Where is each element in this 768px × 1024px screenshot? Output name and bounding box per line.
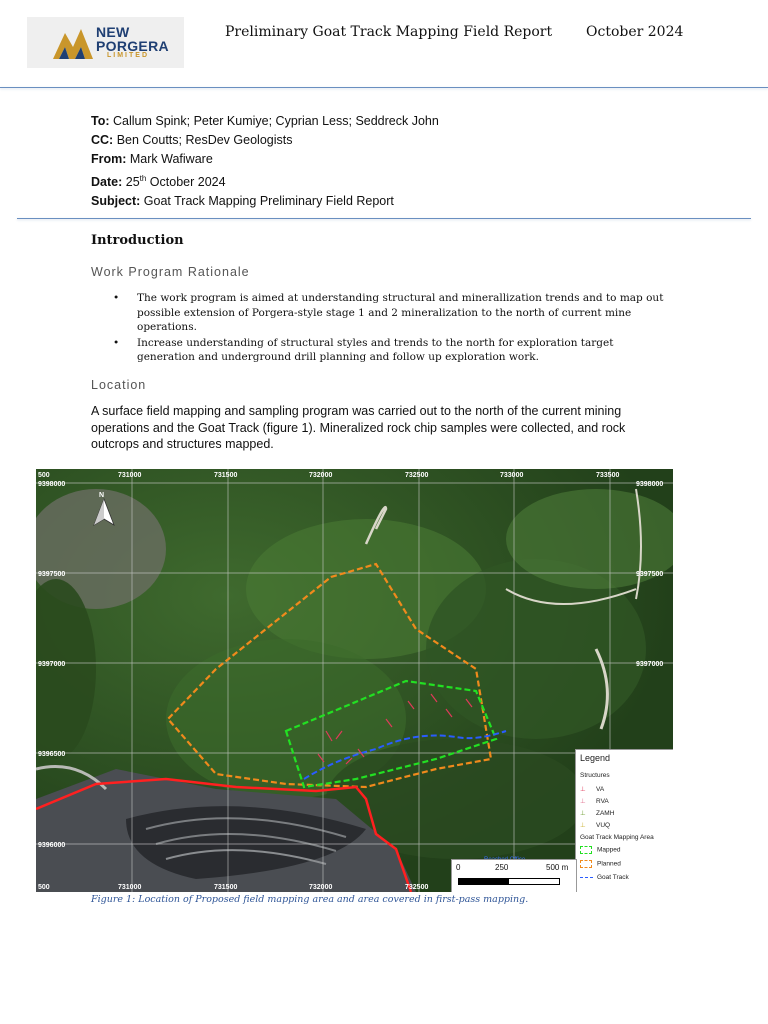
coord-label: 731000 <box>118 472 142 479</box>
header-divider <box>0 87 768 88</box>
logo-text-new: NEW <box>96 24 130 40</box>
memo-cc: CC: Ben Coutts; ResDev Geologists <box>91 133 293 147</box>
legend-item: ⊥ ZAMH <box>580 810 615 817</box>
coord-label: 9398000 <box>38 481 66 488</box>
coord-label: 732500 <box>405 884 429 891</box>
coord-label: 9397000 <box>38 661 66 668</box>
memo-to: To: Callum Spink; Peter Kumiye; Cyprian Less; Seddreck John <box>91 114 439 128</box>
legend-item: ⊥ RVA <box>580 798 609 805</box>
coord-label: 731500 <box>214 884 238 891</box>
legend-item: Mapped <box>580 846 621 854</box>
rationale-list <box>111 291 671 366</box>
legend-area-label: Goat Track Mapping Area <box>580 834 654 841</box>
memo-divider <box>17 218 751 219</box>
scale-mid: 250 <box>495 863 509 872</box>
list-item: • Increase understanding of structural styles and trends to the north for exploration target generation and underground drill planning and follow up exploration work. <box>113 336 614 363</box>
coord-label: 500 <box>38 884 50 891</box>
legend-item: ⊥ VUQ <box>580 822 611 829</box>
coord-label: 732000 <box>309 472 333 479</box>
location-paragraph: A surface field mapping and sampling program was carried out to the north of the current mining operations and the Goat Track (figure 1). Mineralized rock chip samples were collected, and rock outcrops and structures mapped. <box>91 404 626 451</box>
memo-date: Date: 25th October 2024 <box>91 174 226 190</box>
coord-label: 9396000 <box>38 842 66 849</box>
coord-label: 731000 <box>118 884 142 891</box>
legend-structures-label: Structures <box>580 772 610 779</box>
company-logo <box>27 17 184 68</box>
coord-label: 9397000 <box>636 661 664 668</box>
coord-label: 731500 <box>214 472 238 479</box>
rationale-heading: Work Program Rationale <box>91 265 250 279</box>
memo-from: From: Mark Wafiware <box>91 152 213 166</box>
map-legend <box>575 749 673 892</box>
coord-label: 733500 <box>596 472 620 479</box>
coord-label: 9397500 <box>636 571 664 578</box>
memo-subject: Subject: Goat Track Mapping Preliminary Field Report <box>91 194 394 209</box>
location-map-figure <box>36 469 673 892</box>
scale-zero: 0 <box>456 863 461 872</box>
document-title: Preliminary Goat Track Mapping Field Report <box>225 24 553 40</box>
coord-label: 9396500 <box>38 751 66 758</box>
coord-label: 500 <box>38 472 50 479</box>
north-label: N <box>99 492 105 499</box>
introduction-heading: Introduction <box>91 233 184 248</box>
figure-caption: Figure 1: Location of Proposed field mapping area and area covered in first-pass mapping. <box>91 894 529 905</box>
legend-title: Legend <box>580 753 611 763</box>
document-date: October 2024 <box>586 24 684 40</box>
map-scale-bar <box>451 859 577 892</box>
memo-block <box>91 112 439 211</box>
logo-text-porgera: PORGERA <box>96 38 169 54</box>
logo-mountain-icon <box>53 25 93 59</box>
legend-item: Goat Track <box>580 874 629 881</box>
coord-label: 9398000 <box>636 481 664 488</box>
location-heading: Location <box>91 378 147 392</box>
legend-item: Planned <box>580 860 621 868</box>
logo-text-limited: LIMITED <box>107 52 149 59</box>
scale-bar <box>458 878 560 885</box>
coord-label: 733000 <box>500 472 524 479</box>
coord-label: 732000 <box>309 884 333 891</box>
list-item: • The work program is aimed at understanding structural and minerallization trends and to map out possible extension of Porgera-style stage 1 and 2 mineralization to the north of current mine operations. <box>113 292 664 333</box>
coord-label: 732500 <box>405 472 429 479</box>
legend-item: ⊥ VA <box>580 786 605 793</box>
scale-end: 500 m <box>546 863 569 872</box>
coord-label: 9397500 <box>38 571 66 578</box>
